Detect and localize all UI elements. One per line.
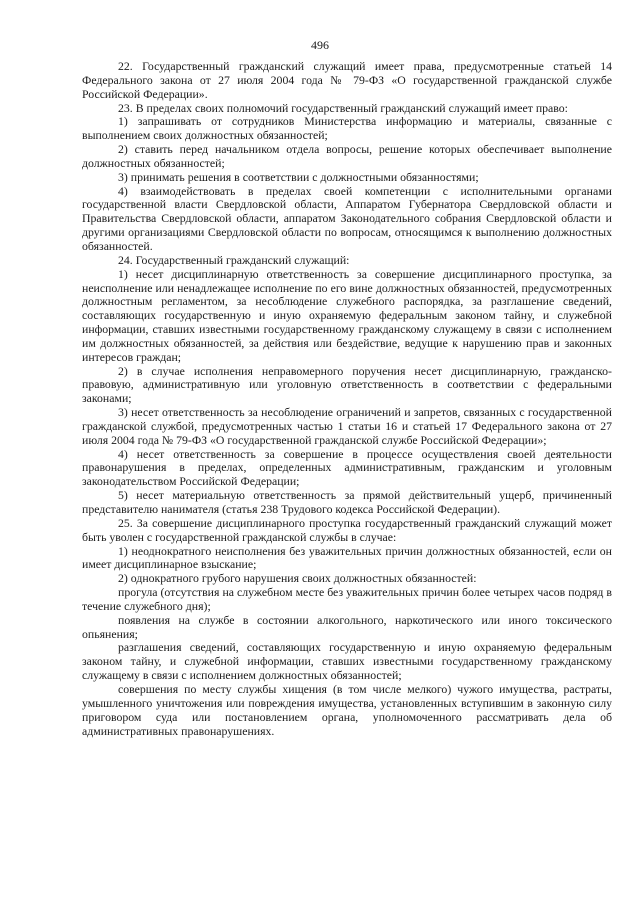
list-item: 4) несет ответственность за совершение в процессе осуществления своей деятельности правонарушения в пределах, определенных административным, гражданским и уголовным законодательством Российской Федерации; [82, 446, 612, 489]
list-item: 5) несет материальную ответственность за прямой действительный ущерб, причиненный представителю нанимателя (статья 238 Трудового кодекса Российской Федерации). [82, 488, 612, 516]
list-item: прогула (отсутствия на служебном месте без уважительных причин более четырех часов подряд в течение служебного дня); [82, 585, 612, 613]
list-item: 2) ставить перед начальником отдела вопросы, решение которых обеспечивает выполнение должностных обязанностей; [82, 142, 612, 170]
page-number: 496 [311, 38, 329, 52]
list-item: 1) запрашивать от сотрудников Министерства информацию и материалы, связанные с выполнением своих должностных обязанностей; [82, 114, 612, 143]
document-body [82, 60, 612, 738]
list-item: 2) в случае исполнения неправомерного поручения несет дисциплинарную, гражданско-правовую, административную или уголовную ответственность в соответствии с федеральными законами; [82, 363, 612, 406]
list-item: разглашения сведений, составляющих государственную и иную охраняемую федеральным законом тайну, и служебной информации, ставших известными государственному гражданскому служащему в связи с исполнением должностных обязанностей; [82, 640, 612, 683]
list-item: 3) принимать решения в соответствии с должностными обязанностями; [118, 169, 479, 184]
list-item: 4) взаимодействовать в пределах своей компетенции с исполнительными органами государственной власти Свердловской области, Аппаратом Губернатора Свердловской области и Правительства Свердловской области, аппаратом Законодательного собрания Свердловской области и другими организациями Свердловской области по вопросам, относящимся к выполнению должностных обязанностей. [82, 183, 612, 253]
paragraph: 23. В пределах своих полномочий государственный гражданский служащий имеет право: [118, 100, 568, 115]
list-item: 2) однократного грубого нарушения своих должностных обязанностей: [118, 571, 477, 586]
paragraph: 24. Государственный гражданский служащий: [118, 252, 350, 267]
paragraph: 25. За совершение дисциплинарного проступка государственный гражданский служащий может быть уволен с государственной гражданской службы в случае: [82, 515, 612, 544]
paragraph: 22. Государственный гражданский служащий имеет права, предусмотренные статьей 14 Федерального закона от 27 июля 2004 года № 79-ФЗ «О государственной гражданской службе Российской Федерации». [82, 59, 612, 101]
list-item: 1) несет дисциплинарную ответственность за совершение дисциплинарного проступка, за неисполнение или ненадлежащее исполнение по его вине должностных обязанностей, предусмотренных должностным регламентом, за несоблюдение служебного распорядка, за разглашение сведений, составляющих государственную и иную охраняемую федеральным законом тайну, и служебной информации, ставших известными государственному гражданскому служащему в связи с исполнением им должностных обязанностей, за действия или бездействие, ведущие к нарушению прав и законных интересов граждан; [82, 266, 612, 364]
list-item: 1) неоднократного неисполнения без уважительных причин должностных обязанностей, если он имеет дисциплинарное взыскание; [82, 543, 612, 572]
list-item: появления на службе в состоянии алкогольного, наркотического или иного токсического опьянения; [82, 612, 612, 641]
list-item: 3) несет ответственность за несоблюдение ограничений и запретов, связанных с государственной гражданской службой, предусмотренных частью 1 статьи 16 и статьей 17 Федерального закона от 27 июля 2004 года № 79-ФЗ «О государственной гражданской службе Российской Федерации»; [82, 405, 612, 447]
list-item: совершения по месту службы хищения (в том числе мелкого) чужого имущества, растраты, умышленного уничтожения или повреждения имущества, установленных вступившим в законную силу приговором суда или постановлением органа, уполномоченного рассматривать дела об административных правонарушениях. [82, 681, 612, 738]
